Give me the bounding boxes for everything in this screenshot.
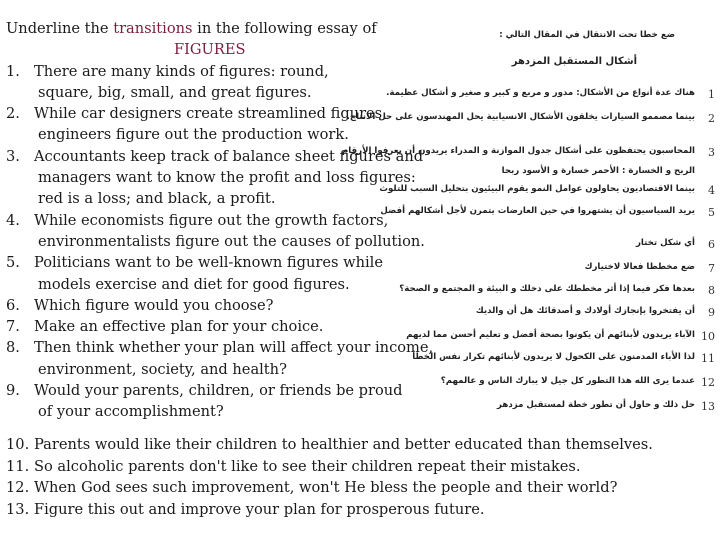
essay-item <box>6 337 461 358</box>
essay-item <box>6 456 716 478</box>
item-text: When God sees such improvement, won't He bless the people and their world? <box>34 479 618 496</box>
essay-item <box>6 252 461 273</box>
essay-item <box>6 316 461 337</box>
arabic-item-number: 3 <box>708 146 715 159</box>
arabic-item <box>347 112 715 125</box>
item-text: There are many kinds of figures: round, <box>34 62 329 80</box>
item-number: 10. <box>6 436 30 453</box>
essay-item <box>6 380 461 401</box>
item-text: Would your parents, children, or friends be proud <box>34 382 403 400</box>
arabic-translation <box>342 30 715 420</box>
arabic-item-number: 2 <box>708 112 715 125</box>
item-text: models exercise and diet for good figures. <box>38 275 350 293</box>
item-text: managers want to know the profit and loss figures: <box>38 169 416 187</box>
essay-item-continuation <box>6 124 461 145</box>
item-number: 1. <box>6 62 20 80</box>
arabic-item-text: أن يفتخروا بإنجازك أولادك و أصدقائك هل أن والديك <box>475 306 695 316</box>
arabic-item <box>497 400 715 413</box>
arabic-item-number: 1 <box>708 88 715 101</box>
arabic-item-number: 4 <box>708 184 715 197</box>
item-number <box>6 124 34 145</box>
arabic-item-number: 11 <box>701 352 715 365</box>
item-number: 6. <box>6 296 20 314</box>
arabic-item <box>406 330 715 343</box>
item-number <box>6 167 34 188</box>
item-text: Then think whether your plan will affect your income, <box>34 339 434 357</box>
item-number <box>6 274 34 295</box>
instruction-title <box>6 18 461 39</box>
arabic-item <box>386 88 715 101</box>
essay-item <box>6 61 461 82</box>
arabic-item <box>441 376 715 389</box>
item-number: 4. <box>6 211 20 229</box>
arabic-item <box>380 206 715 219</box>
arabic-item <box>412 352 715 365</box>
item-text: Which figure would you choose? <box>34 296 274 314</box>
item-text: Parents would like their children to healthier and better educated than themselves. <box>34 436 653 453</box>
item-text: Make an effective plan for your choice. <box>34 318 324 336</box>
essay-item-continuation <box>6 231 461 252</box>
arabic-item-text: بينما مصممو السيارات يخلقون الأشكال الانسيابية يحل المهندسون على حل الانتاج. <box>346 112 695 122</box>
title-prefix: Underline the <box>6 20 114 37</box>
title-suffix: in the following essay of <box>192 20 377 37</box>
essay-subtitle: FIGURES <box>174 41 246 59</box>
item-number <box>6 231 34 252</box>
item-number <box>6 188 34 209</box>
title-highlight: transitions <box>113 20 193 37</box>
item-number: 12. <box>6 479 30 496</box>
item-text: environmentalists figure out the causes of pollution. <box>38 232 425 250</box>
arabic-item <box>476 306 715 319</box>
arabic-item-number: 5 <box>708 206 715 219</box>
essay-item-continuation <box>6 401 461 422</box>
arabic-item-text: هناك عدة أنواع من الأشكال: مدور و مربع و كبير و صغير و أشكال عظيمة. <box>386 88 695 98</box>
item-number: 11. <box>6 457 30 475</box>
arabic-item <box>585 262 715 275</box>
arabic-item-text: بينما الاقتصاديون يحاولون عوامل النمو يقوم البيئيون بتحليل السبب للتلوث <box>379 184 695 194</box>
item-text: engineers figure out the production work. <box>38 126 349 144</box>
essay-item-continuation <box>6 274 461 295</box>
arabic-item-text: لذا الأباء المدمنون على الكحول لا يريدون لأبنائهم تكرار نفس الخطأ <box>412 352 695 362</box>
essay-item <box>6 434 716 456</box>
english-essay <box>6 18 461 423</box>
arabic-item-number: 9 <box>708 306 715 319</box>
item-text: While economists figure out the growth factors, <box>34 211 389 229</box>
arabic-item-text: بعدها فكر فيما إذا أثر مخططك على دخلك و البيئة و المجتمع و الصحة؟ <box>399 284 695 294</box>
arabic-subtitle: أشكال المستقبل المزدهر <box>511 56 637 67</box>
arabic-item-number: 13 <box>701 400 715 413</box>
arabic-item-text: ضع مخططا فعالا لاختيارك <box>584 262 695 272</box>
arabic-item <box>399 284 715 297</box>
item-number: 13. <box>6 500 30 518</box>
item-number <box>6 401 34 422</box>
item-number: 8. <box>6 339 20 357</box>
item-number: 2. <box>6 105 20 123</box>
item-number: 5. <box>6 254 20 272</box>
item-number: 9. <box>6 382 20 400</box>
arabic-item-text: عندما يرى الله هذا التطور كل جيل لا يبارك الناس و عالمهم؟ <box>440 376 695 386</box>
arabic-item <box>636 238 715 251</box>
item-text: Politicians want to be well-known figures while <box>34 254 383 272</box>
arabic-title: ضع خطا تحت الانتقال في المقال التالي : <box>499 30 675 40</box>
arabic-item <box>379 184 715 197</box>
arabic-item <box>342 146 715 159</box>
item-text: red is a loss; and black, a profit. <box>38 190 276 208</box>
arabic-item-text: يريد السياسيون أن يشتهروا في حين العارضات يتمرن لأجل أشكالهم أفضل <box>380 206 695 216</box>
arabic-item-number: 10 <box>701 330 715 343</box>
arabic-item-number: 6 <box>708 238 715 251</box>
arabic-item-number: 8 <box>708 284 715 297</box>
item-number <box>6 82 34 103</box>
arabic-item-number: 12 <box>701 376 715 389</box>
arabic-item-text: أي شكل تختار <box>635 238 695 248</box>
arabic-item-text: الآباء يريدون لأبنائهم أن يكونوا بصحة أفضل و تعليم أحسن مما لديهم <box>406 330 695 340</box>
item-text: So alcoholic parents don't like to see their children repeat their mistakes. <box>34 457 581 475</box>
arabic-item-text: الربح و الخسارة : الأحمر خسارة و الأسود ربحا <box>501 166 695 176</box>
essay-item <box>6 499 716 521</box>
item-text: square, big, small, and great figures. <box>38 83 312 101</box>
essay-item-continuation <box>6 359 461 380</box>
item-text: Figure this out and improve your plan for prosperous future. <box>34 500 485 518</box>
essay-item <box>6 295 461 316</box>
item-number: 3. <box>6 147 20 165</box>
arabic-item-text: حل ذلك و حاول أن تطور خطة لمستقبل مزدهر <box>497 400 695 410</box>
item-number: 7. <box>6 318 20 336</box>
item-number <box>6 359 34 380</box>
essay-list-bottom <box>6 434 716 520</box>
item-text: environment, society, and health? <box>38 360 287 378</box>
arabic-item-text: المحاسبون يحتفظون على أشكال جدول الموازنة و المدراء يريدون أن يعرفوا الأرقام <box>342 146 695 156</box>
item-text: of your accomplishment? <box>38 403 224 421</box>
arabic-item <box>502 166 715 176</box>
item-text: While car designers create streamlined figures, <box>34 105 387 123</box>
arabic-item-number: 7 <box>708 262 715 275</box>
item-text: Accountants keep track of balance sheet figures and <box>34 147 424 165</box>
essay-item <box>6 477 716 499</box>
